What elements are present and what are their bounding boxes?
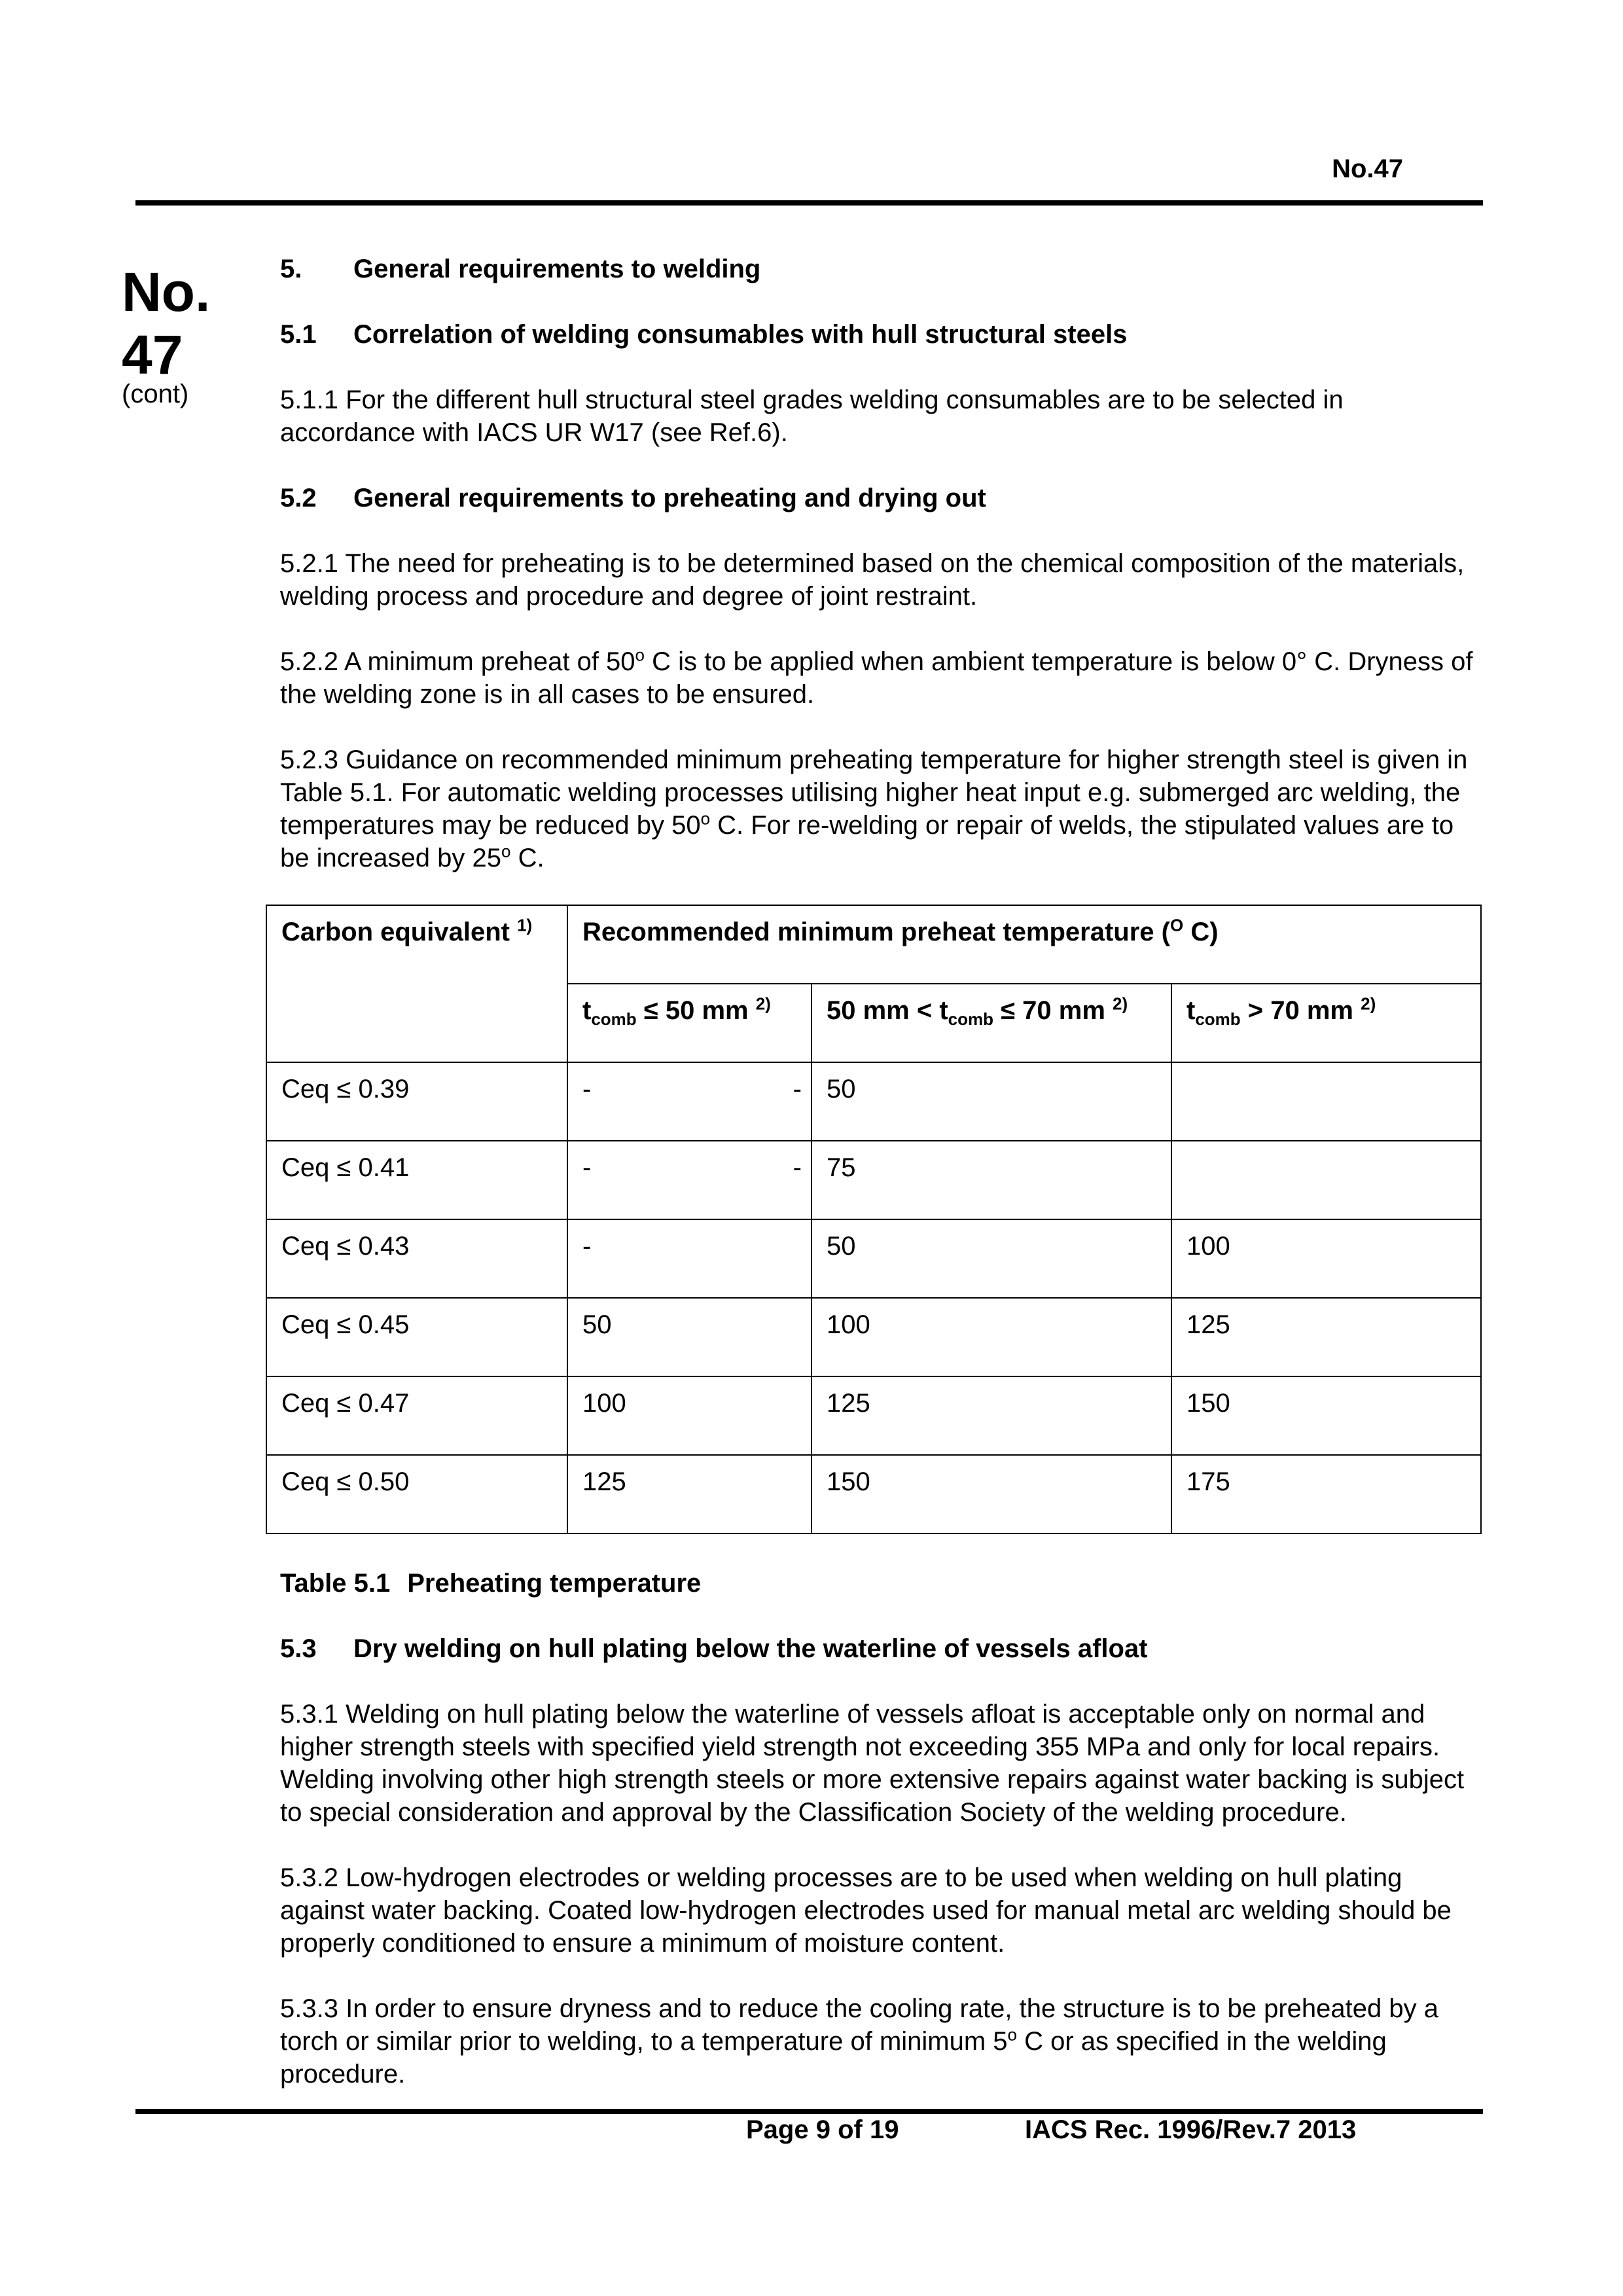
text-run: 5.3.3 In order to ensure dryness and to reduce the cooling rate, the structure is to be preheated by a torch or similar prior to welding, to a temperature of minimum 5 [280,1994,1438,2056]
ceq-cell: Ceq ≤ 0.39 [266,1062,567,1141]
preheat-gt-70-cell: 125 [1171,1298,1481,1376]
preheat-gt-70-cell [1171,1141,1481,1219]
footnote-marker: 2) [1113,994,1128,1014]
ceq-cell: Ceq ≤ 0.43 [266,1219,567,1298]
cell-value: - [582,1153,592,1182]
footer-document-reference: IACS Rec. 1996/Rev.7 2013 [1025,2115,1357,2144]
preheat-temperature-header [567,905,1481,984]
text-run: C is to be applied when ambient temperature is below 0° C. Dryness of the welding zone is in all cases to be ensured. [280,647,1473,709]
table-header-row [266,905,1481,984]
cell-value: 125 [582,1467,626,1496]
degree-superscript: O [1170,915,1184,935]
preheat-50-70-cell: 150 [812,1455,1171,1534]
caption-number: Table 5.1 [280,1569,391,1598]
section-5-heading [280,253,1484,285]
preheat-50-70-cell: 75 [812,1141,1171,1219]
paragraph-5-2-2 [280,645,1484,711]
side-no-value: 47 [122,324,183,386]
preheat-gt-70-cell [1171,1062,1481,1141]
text-run: C. For re-welding or repair of welds, the stipulated values are to be increased by 25 [280,811,1454,872]
text-run: ≤ 50 mm [636,996,756,1025]
text-run: 5.2.2 A minimum preheat of 50 [280,647,635,676]
section-title: Dry welding on hull plating below the waterline of vessels afloat [353,1634,1148,1663]
preheat-50-70-cell: 50 [812,1219,1171,1298]
thickness-le-50-header [567,984,812,1062]
preheat-gt-70-cell: 100 [1171,1219,1481,1298]
side-cont-label: (cont) [122,380,189,408]
paragraph-5-3-1: 5.3.1 Welding on hull plating below the waterline of vessels afloat is acceptable only on normal and higher strength steels with specified yield strength not exceeding 355 MPa and only for local repairs. Welding involving other high strength steels or more extensive repairs against water backing is subject to special consideration and approval by the Classification Society of the welding procedure. [280,1700,1465,1827]
side-no-label: No. [122,261,211,323]
table-row [266,1062,1481,1141]
section-5-3-heading [280,1632,1484,1665]
paragraph-5-3-3 [280,1992,1484,2090]
preheat-gt-70-cell: 150 [1171,1376,1481,1455]
caption-title: Preheating temperature [407,1569,702,1598]
degree-superscript: o [501,841,511,861]
text-run: 5.2.3 Guidance on recommended minimum preheating temperature for higher strength steel is given in Table 5.1. For automatic welding processes utilising higher heat input e.g. submerged arc welding, the temperatures may be reduced by 50 [280,745,1468,840]
cell-value: - [793,1153,802,1182]
section-title: General requirements to preheating and drying out [353,484,986,512]
table-row [266,1376,1481,1455]
cell-value: 50 [582,1310,612,1339]
text-run: ≤ 70 mm [993,996,1113,1025]
preheat-le-50-cell [567,1455,812,1534]
table-caption [280,1567,1484,1600]
paragraph-5-3-2: 5.3.2 Low-hydrogen electrodes or welding processes are to be used when welding on hull plating against water backing. Coated low-hydrogen electrodes used for manual metal arc welding should be properly conditioned to ensure a minimum of moisture content. [280,1863,1452,1958]
section-5-2-heading [280,482,1484,514]
subscript: comb [1195,1009,1241,1029]
preheat-50-70-cell: 50 [812,1062,1171,1141]
table-row [266,1455,1481,1534]
preheat-le-50-cell [567,1376,812,1455]
cell-value: 100 [582,1389,626,1418]
text-run: > 70 mm [1240,996,1361,1025]
subscript: comb [591,1009,637,1029]
preheat-50-70-cell: 125 [812,1376,1171,1455]
text-run: C or as specified in the welding procedure. [280,2027,1387,2089]
preheat-le-50-cell [567,1219,812,1298]
preheat-le-50-cell [567,1062,812,1141]
footer-rule [135,2109,1483,2114]
carbon-equivalent-header [266,905,567,1062]
footnote-marker: 2) [1361,994,1376,1014]
section-number: 5.1 [280,320,317,349]
ceq-cell: Ceq ≤ 0.50 [266,1455,567,1534]
text-run: Carbon equivalent [281,918,518,946]
ceq-cell: Ceq ≤ 0.45 [266,1298,567,1376]
preheat-50-70-cell: 100 [812,1298,1171,1376]
text-run: 50 mm < t [827,996,948,1025]
preheat-gt-70-cell: 175 [1171,1455,1481,1534]
paragraph-5-1-1: 5.1.1 For the different hull structural steel grades welding consumables are to be selected in accordance with IACS UR W17 (see Ref.6). [280,386,1344,447]
footer-page-number: Page 9 of 19 [746,2115,899,2144]
text-run: t [1186,996,1196,1025]
ceq-cell: Ceq ≤ 0.47 [266,1376,567,1455]
header-rule [135,200,1483,206]
section-number: 5. [280,255,302,283]
side-document-number [122,260,210,386]
degree-superscript: o [1007,2024,1017,2045]
text-run: C) [1183,918,1219,946]
text-run: Recommended minimum preheat temperature ( [582,918,1170,946]
section-number: 5.2 [280,484,317,512]
preheat-le-50-cell [567,1298,812,1376]
table-row [266,1298,1481,1376]
ceq-cell: Ceq ≤ 0.41 [266,1141,567,1219]
header-doc-number: No.47 [1332,154,1403,183]
subscript: comb [948,1009,993,1029]
preheat-table [266,905,1482,1534]
cell-value: - [582,1232,592,1261]
paragraph-5-2-1: 5.2.1 The need for preheating is to be determined based on the chemical composition of the materials, welding process and procedure and degree of joint restraint. [280,549,1465,611]
section-5-1-heading [280,318,1484,351]
thickness-gt-70-header [1171,984,1481,1062]
section-title: Correlation of welding consumables with hull structural steels [353,320,1128,349]
degree-superscript: o [635,645,645,665]
thickness-50-70-header [812,984,1171,1062]
text-run: C. [510,844,544,872]
text-run: t [582,996,592,1025]
section-title: General requirements to welding [353,255,761,283]
cell-value: - [793,1075,802,1103]
preheat-le-50-cell [567,1141,812,1219]
table-row [266,1141,1481,1219]
main-content [280,253,1484,2090]
footnote-marker: 1) [517,915,533,935]
section-number: 5.3 [280,1634,317,1663]
degree-superscript: o [700,808,711,829]
table-row [266,1219,1481,1298]
paragraph-5-2-3 [280,744,1484,874]
footnote-marker: 2) [755,994,771,1014]
cell-value: - [582,1075,592,1103]
